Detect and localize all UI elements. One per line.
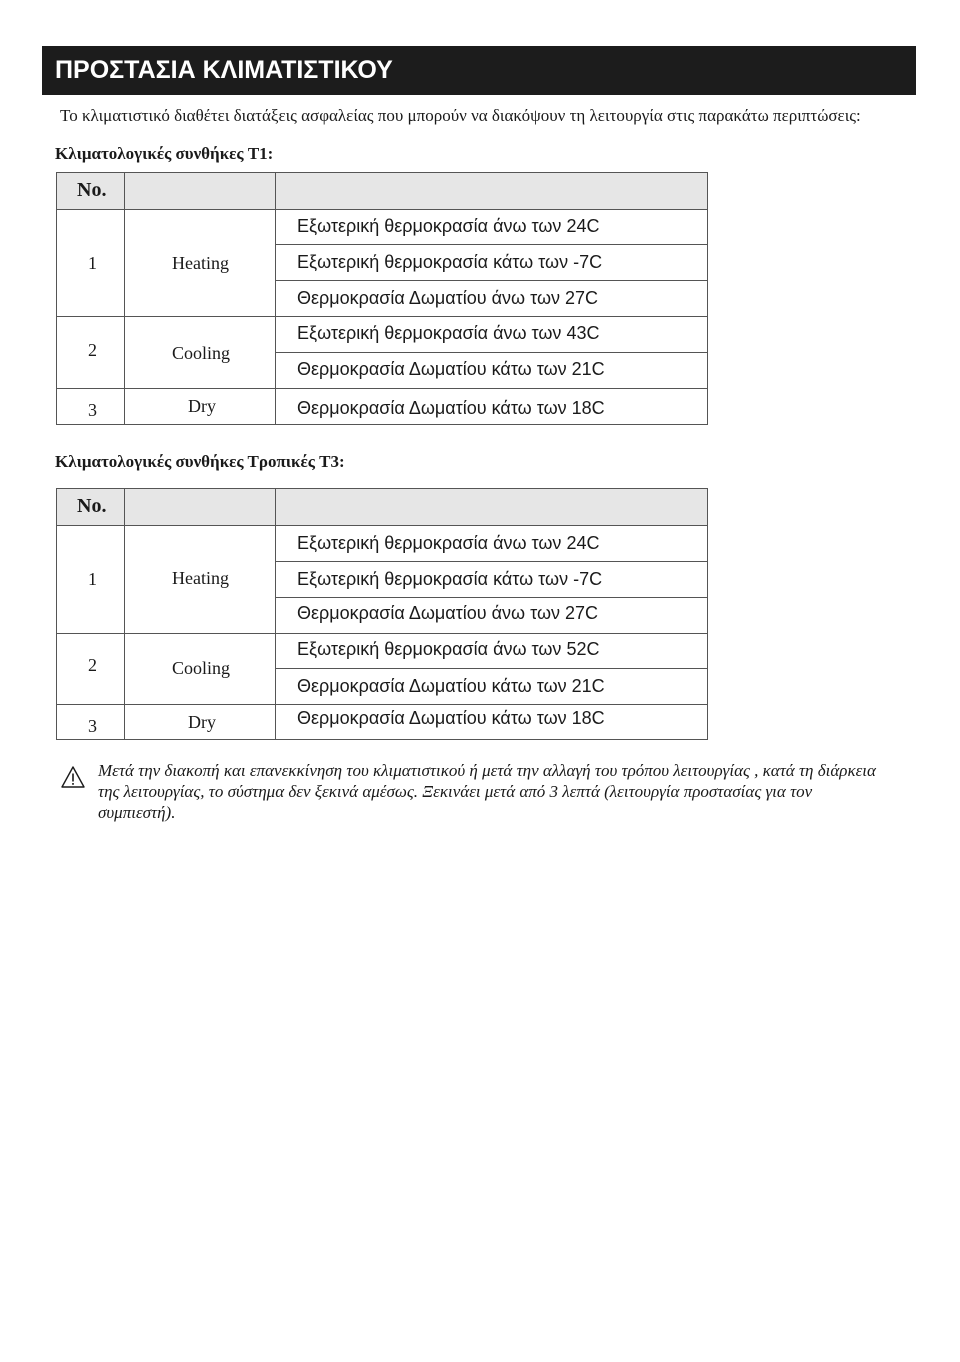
row-number: 3 (88, 716, 97, 736)
row-number: 1 (88, 569, 97, 589)
mode-label: Cooling (172, 343, 231, 363)
condition-text: Εξωτερική θερμοκρασία άνω των 24C (297, 533, 600, 553)
mode-label: Dry (188, 396, 216, 416)
page-title: ΠΡΟΣΤΑΣΙΑ ΚΛΙΜΑΤΙΣΤΙΚΟΥ (42, 46, 916, 95)
mode-label: Cooling (172, 658, 231, 678)
section1-heading: Κλιματολογικές συνθήκες T1: (55, 144, 274, 163)
condition-text: Θερμοκρασία Δωματίου κάτω των 18C (297, 708, 605, 728)
no-header: No. (77, 179, 107, 201)
mode-label: Heating (172, 568, 229, 588)
condition-text: Θερμοκρασία Δωματίου άνω των 27C (297, 603, 599, 623)
condition-text: Εξωτερική θερμοκρασία άνω των 24C (297, 216, 600, 236)
row-number: 1 (88, 253, 97, 273)
condition-text: Εξωτερική θερμοκρασία κάτω των -7C (297, 569, 603, 589)
mode-label: Dry (188, 712, 216, 732)
row-number: 2 (88, 655, 97, 675)
condition-text: Εξωτερική θερμοκρασία κάτω των -7C (297, 252, 603, 272)
section2-heading: Κλιματολογικές συνθήκες Τροπικές T3: (55, 452, 345, 471)
condition-text: Εξωτερική θερμοκρασία άνω των 43C (297, 323, 600, 343)
table-t3 (56, 488, 708, 740)
no-header: No. (77, 495, 107, 517)
row-number: 3 (88, 400, 97, 420)
condition-text: Θερμοκρασία Δωματίου κάτω των 21C (297, 359, 605, 379)
mode-label: Heating (172, 253, 229, 273)
condition-text: Θερμοκρασία Δωματίου άνω των 27C (297, 288, 599, 308)
condition-text: Θερμοκρασία Δωματίου κάτω των 21C (297, 676, 605, 696)
row-number: 2 (88, 340, 97, 360)
protection-note: Μετά την διακοπή και επανεκκίνηση του κλιματιστικού ή μετά την αλλαγή του τρόπου λειτουργίας , κατά τη διάρκεια της λειτουργίας, το σύστημα δεν ξεκινά αμέσως. Ξεκινάει μετά από 3 λεπτά (λειτουργία προστασίας για τον συμπιεστή). (98, 761, 876, 822)
condition-text: Θερμοκρασία Δωματίου κάτω των 18C (297, 398, 605, 418)
intro-text: Το κλιματιστικό διαθέτει διατάξεις ασφαλείας που μπορούν να διακόψουν τη λειτουργία στις παρακάτω περιπτώσεις: (60, 106, 861, 125)
warning-triangle-icon (61, 765, 85, 789)
table-t1 (56, 172, 708, 425)
condition-text: Εξωτερική θερμοκρασία άνω των 52C (297, 639, 600, 659)
